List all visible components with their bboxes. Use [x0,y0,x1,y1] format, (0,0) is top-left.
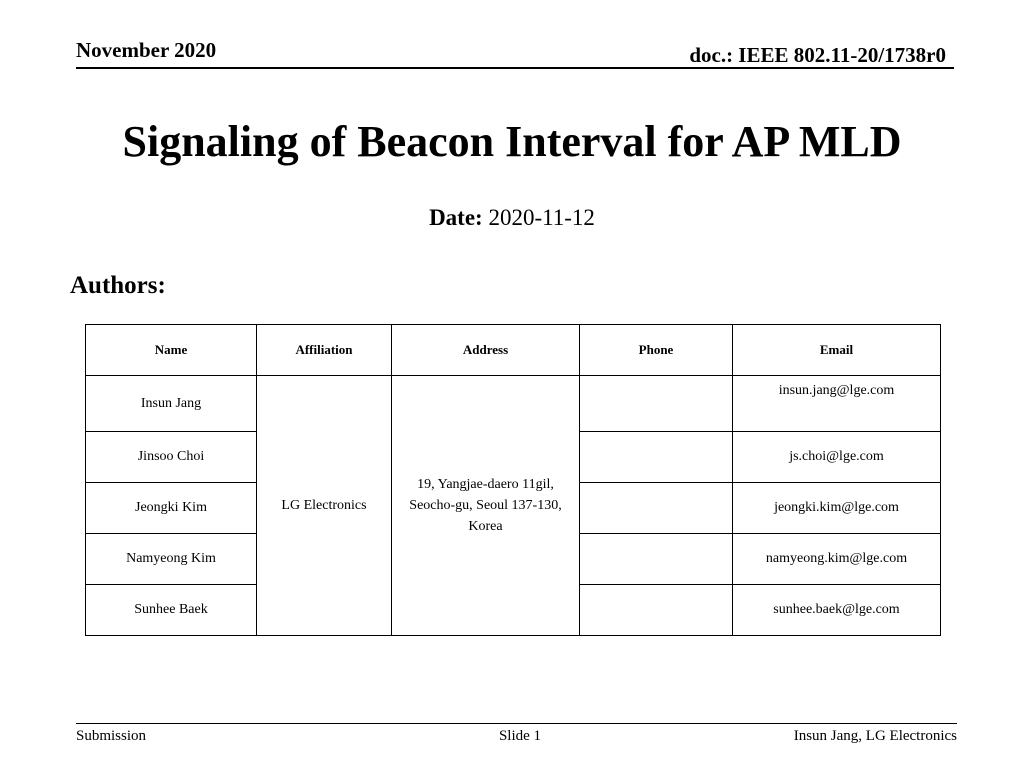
col-header-email: Email [733,325,941,376]
table-header-row [86,325,941,376]
header-rule [76,67,954,69]
author-name: Jinsoo Choi [86,432,257,483]
authors-heading: Authors: [70,272,166,299]
date-line [0,205,1024,231]
author-name: Sunhee Baek [86,585,257,636]
author-phone [580,376,733,432]
footer-submission: Submission [76,728,147,744]
footer-slide-number: Slide 1 [498,728,542,744]
date-label: Date: [429,205,483,230]
author-phone [580,534,733,585]
author-phone [580,432,733,483]
author-email: jeongki.kim@lge.com [733,483,941,534]
author-phone [580,585,733,636]
author-email: js.choi@lge.com [733,432,941,483]
author-email: namyeong.kim@lge.com [733,534,941,585]
footer-rule [76,723,957,724]
authors-table [85,324,941,636]
author-email: insun.jang@lge.com [733,376,941,432]
col-header-affiliation: Affiliation [257,325,392,376]
col-header-address: Address [392,325,580,376]
author-name: Insun Jang [86,376,257,432]
footer-author: Insun Jang, LG Electronics [793,728,957,744]
date-value: 2020-11-12 [488,205,595,230]
author-phone [580,483,733,534]
author-name: Jeongki Kim [86,483,257,534]
col-header-phone: Phone [580,325,733,376]
address-cell: 19, Yangjae-daero 11gil, Seocho-gu, Seoul 137-130, Korea [392,376,580,636]
header-doc-id: doc.: IEEE 802.11-20/1738r0 [689,43,946,67]
col-header-name: Name [86,325,257,376]
author-email: sunhee.baek@lge.com [733,585,941,636]
author-name: Namyeong Kim [86,534,257,585]
affiliation-cell: LG Electronics [257,376,392,636]
header-date: November 2020 [76,38,217,62]
slide-title: Signaling of Beacon Interval for AP MLD [122,117,902,166]
table-row [86,376,941,432]
